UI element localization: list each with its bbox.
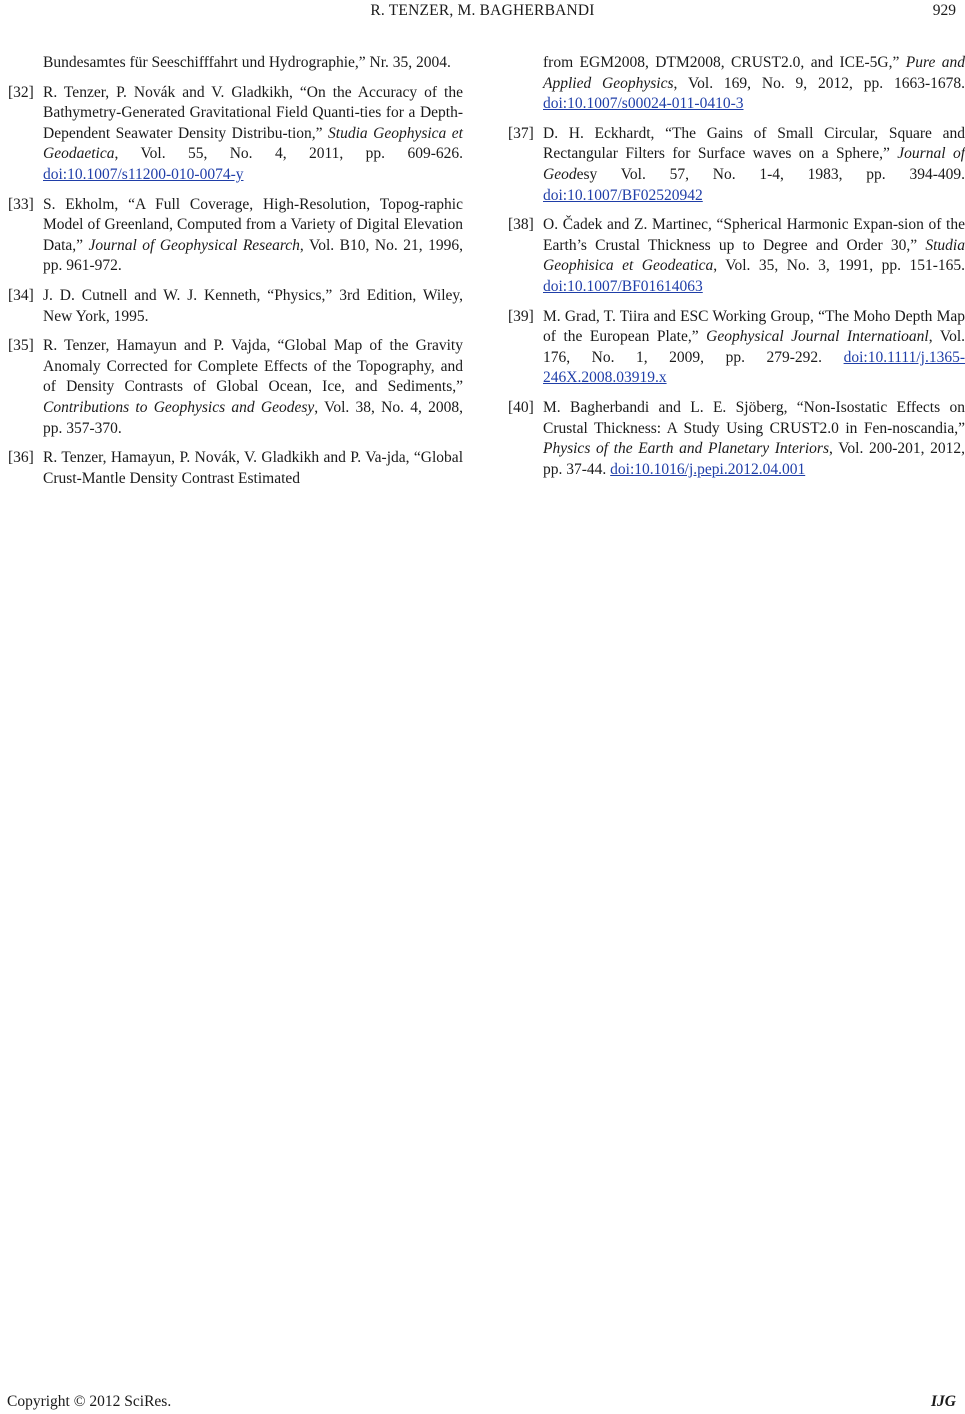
reference-text-segment: R. Tenzer, Hamayun, P. Novák, V. Gladkikh and P. Va-jda, “Global Crust-Mantle Density Contrast Estimated [43, 449, 463, 487]
reference-text [543, 398, 965, 480]
reference-text [543, 215, 965, 297]
reference-number: [36] [8, 449, 34, 467]
reference-text-segment: esy Vol. 57, No. 1-4, 1983, pp. 394-409. [576, 165, 965, 183]
reference-text [543, 53, 965, 115]
reference-source-title: Physics of the Earth and Planetary Interiors [543, 440, 829, 458]
reference-number: [38] [508, 216, 534, 234]
reference-text-segment: O. Čadek and Z. Martinec, “Spherical Harmonic Expan-sion of the Earth’s Crustal Thickness up to Degree and Order 30,” [543, 216, 965, 254]
running-header: R. TENZER, M. BAGHERBANDI [370, 2, 595, 19]
reference-source-title: Contributions to Geophysics and Geodesy [43, 398, 315, 416]
reference-text [543, 307, 965, 389]
reference-text-segment: , Vol. 55, No. 4, 2011, pp. 609-626. [114, 145, 463, 163]
reference-source-title: Studia Geophisica et Geodeatica [543, 236, 965, 275]
reference-entry [8, 448, 463, 489]
reference-entry [8, 286, 463, 327]
reference-entry [508, 53, 965, 115]
doi-link[interactable]: doi:10.1111/j.1365-246X.2008.03919.x [543, 348, 965, 387]
doi-link[interactable]: doi:10.1007/BF02520942 [543, 186, 703, 204]
reference-text-segment: , Vol. 200-201, 2012, pp. 37-44. [543, 440, 965, 478]
reference-source-title: Studia Geophysica et Geodaetica [43, 124, 463, 163]
doi-link[interactable]: doi:10.1016/j.pepi.2012.04.001 [610, 460, 806, 478]
reference-entry [508, 215, 965, 297]
reference-number: [40] [508, 398, 534, 416]
journal-abbrev: IJG [931, 1393, 956, 1410]
doi-link[interactable]: doi:10.1007/s11200-010-0074-y [43, 165, 244, 183]
page-number: 929 [932, 2, 956, 19]
copyright-notice: Copyright © 2012 SciRes. [7, 1393, 172, 1410]
reference-text-segment: , Vol. 176, No. 1, 2009, pp. 279-292. [543, 328, 965, 366]
reference-text-segment: Bundesamtes für Seeschifffahrt und Hydrographie,” Nr. 35, 2004. [43, 54, 451, 71]
reference-text-segment: , Vol. B10, No. 21, 1996, pp. 961-972. [43, 236, 463, 275]
reference-entry [508, 307, 965, 389]
doi-link[interactable]: doi:10.1007/BF01614063 [543, 277, 703, 295]
reference-entry [508, 398, 965, 480]
reference-text [43, 448, 463, 489]
reference-text-segment: J. D. Cutnell and W. J. Kenneth, “Physics,” 3rd Edition, Wiley, New York, 1995. [43, 286, 463, 325]
left-column [8, 53, 463, 498]
reference-text [43, 286, 463, 327]
reference-source-title: Journal of Geophysical Research [88, 236, 300, 254]
reference-entry [508, 124, 965, 206]
reference-text [43, 336, 463, 439]
reference-entry [8, 53, 463, 74]
reference-text [43, 83, 463, 186]
reference-number: [32] [8, 83, 34, 101]
reference-text-segment: M. Grad, T. Tiira and ESC Working Group, “The Moho Depth Map of the European Plate,” [543, 307, 965, 346]
reference-source-title: Geophysical Journal Internatioanl [706, 328, 929, 346]
right-column [508, 53, 965, 489]
reference-number: [34] [8, 286, 34, 304]
reference-text-segment: M. Bagherbandi and L. E. Sjöberg, “Non-Isostatic Effects on Crustal Thickness: A Study Using CRUST2.0 in Fen-noscandia,” [543, 398, 965, 437]
reference-number: [33] [8, 195, 34, 213]
reference-number: [35] [8, 337, 34, 355]
reference-entry [8, 195, 463, 277]
reference-text-segment: D. H. Eckhardt, “The Gains of Small Circular, Square and Rectangular Filters for Surface waves on a Sphere,” [543, 124, 965, 163]
reference-source-title: Journal of Geod [543, 145, 965, 183]
reference-number: [37] [508, 124, 534, 142]
reference-text-segment: , Vol. 38, No. 4, 2008, pp. 357-370. [43, 398, 463, 437]
reference-text-segment: , Vol. 169, No. 9, 2012, pp. 1663-1678. [673, 74, 965, 92]
reference-text-segment: R. Tenzer, P. Novák and V. Gladkikh, “On the Accuracy of the Bathymetry-Generated Gravitational Field Quanti-ties for a Depth-Dependent Seawater Density Distribu-tion,” [43, 83, 463, 142]
reference-number: [39] [508, 307, 534, 325]
reference-text [43, 53, 463, 74]
reference-entry [8, 336, 463, 439]
reference-text-segment: S. Ekholm, “A Full Coverage, High-Resolution, Topog-raphic Model of Greenland, Computed from a Variety of Digital Elevation Data,” [43, 195, 463, 254]
reference-text [43, 195, 463, 277]
doi-link[interactable]: doi:10.1007/s00024-011-0410-3 [543, 95, 744, 113]
reference-text-segment: , Vol. 35, No. 3, 1991, pp. 151-165. [713, 257, 965, 275]
reference-text-segment: from EGM2008, DTM2008, CRUST2.0, and ICE-5G,” [543, 54, 906, 71]
reference-source-title: Pure and Applied Geophysics [543, 54, 965, 92]
reference-entry [8, 83, 463, 186]
reference-text-segment: R. Tenzer, Hamayun and P. Vajda, “Global Map of the Gravity Anomaly Corrected for Complete Effects of the Topography, and of Density Contrasts of Global Ocean, Ice, and Sediments,” [43, 337, 463, 396]
reference-text [543, 124, 965, 206]
